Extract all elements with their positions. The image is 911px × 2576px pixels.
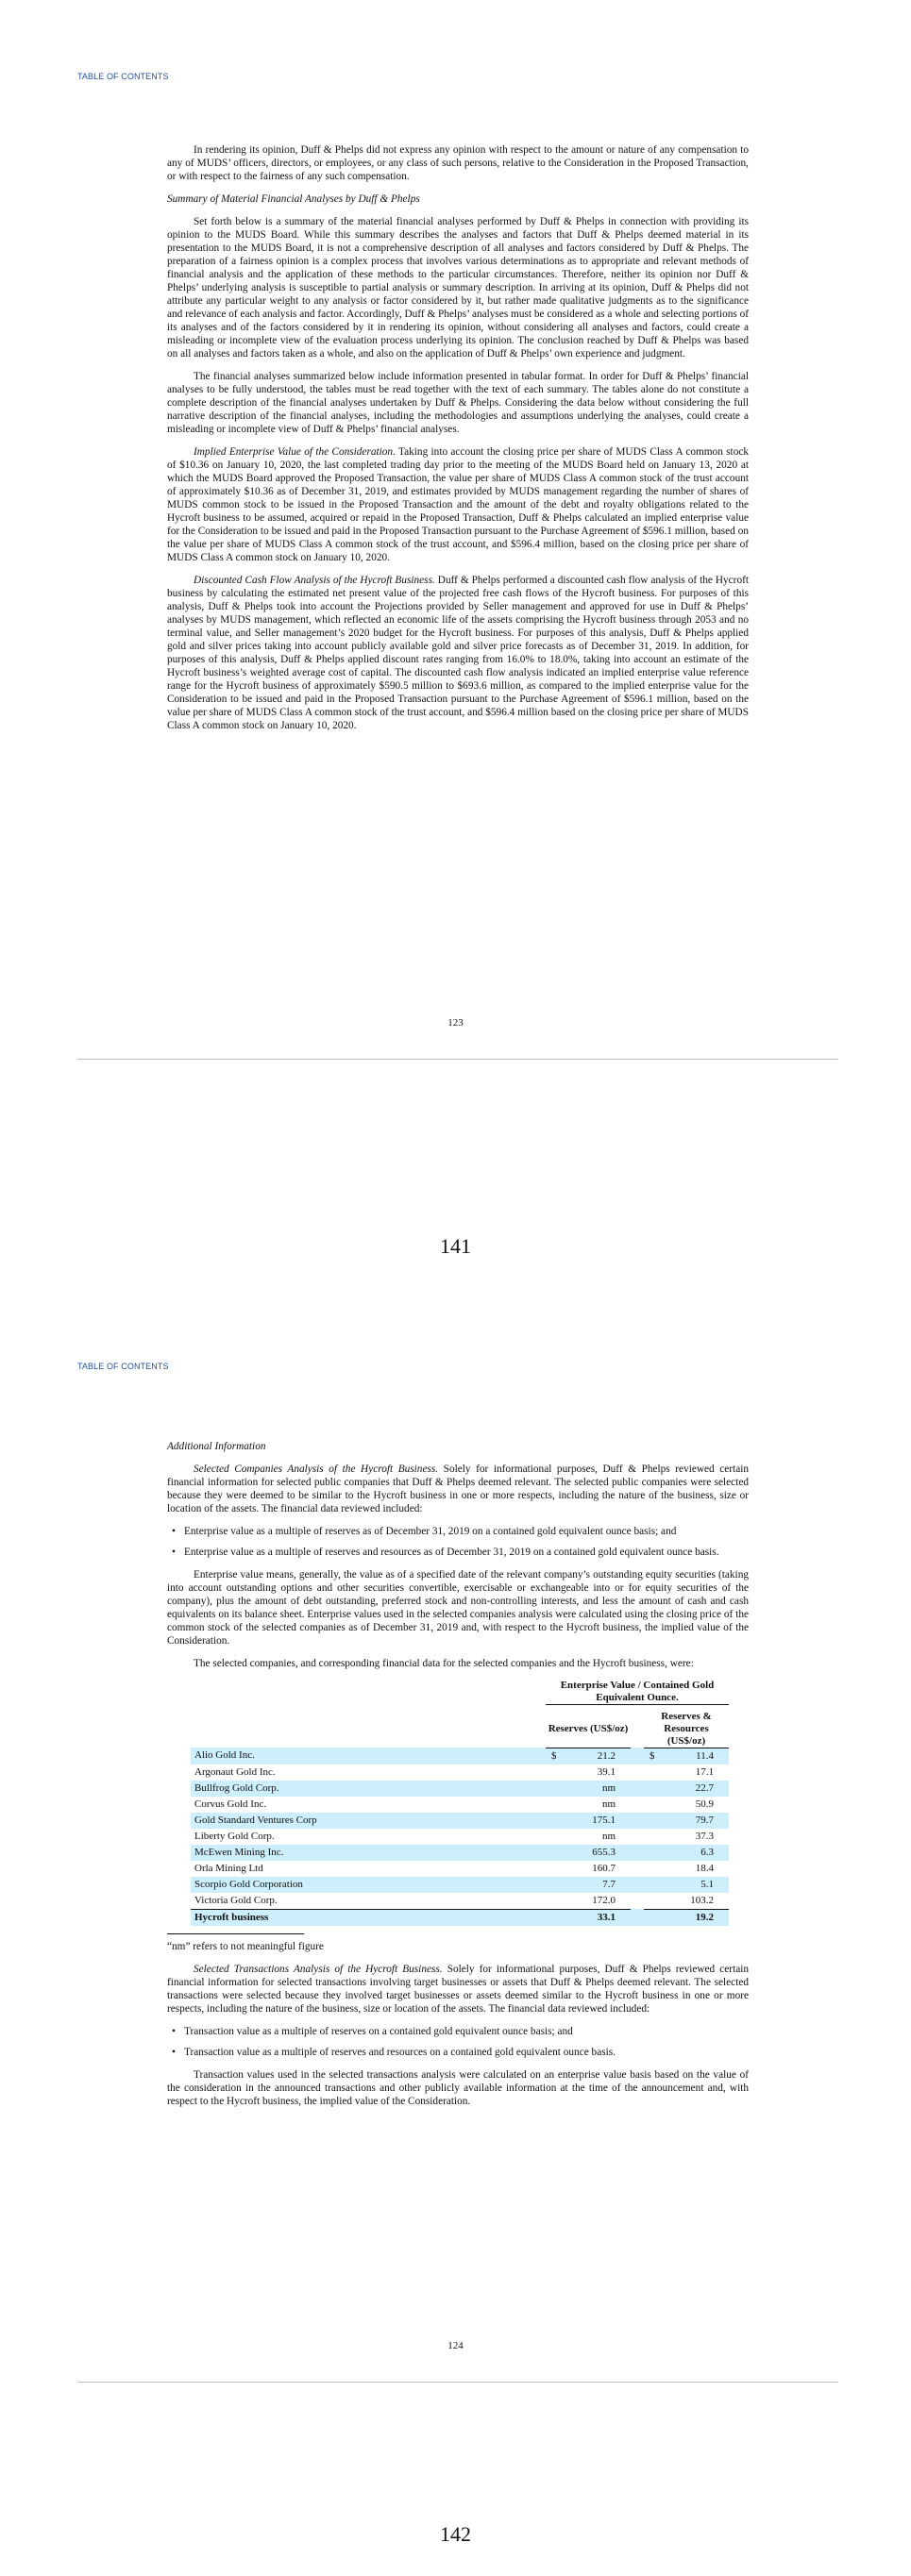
- reserves-value: 175.1: [546, 1813, 631, 1829]
- resources-value: 50.9: [695, 1798, 714, 1810]
- table-row: [191, 1877, 729, 1893]
- bullet-list-companies: [167, 1525, 749, 1559]
- page-number-124: 124: [447, 2340, 464, 2351]
- page-number-123: 123: [447, 1017, 464, 1029]
- section-heading-summary: Summary of Material Financial Analyses by Duff & Phelps: [167, 193, 420, 205]
- paragraph-selected-companies-intro: The selected companies, and corresponding financial data for the selected companies and the Hycroft business, were:: [194, 1658, 694, 1669]
- resources-value: 19.2: [644, 1909, 729, 1926]
- reserves-value: 655.3: [546, 1845, 631, 1861]
- selected-companies-body: Solely for informational purposes, Duff & Phelps reviewed certain financial information for selected public companies that Duff & Phelps deemed relevant. The selected public companies were selected because they were deemed to be similar to the Hycroft business in one or more respects, including the nature of the business, size or location of the assets. The financial data reviewed included:: [167, 1464, 749, 1514]
- page-123-body: [167, 143, 749, 742]
- dcf-body: Duff & Phelps performed a discounted cash flow analysis of the Hycroft business by calculating the estimated net present value of the projected free cash flows of the Hycroft business. For purposes of this analysis, Duff & Phelps took into account the Projections provided by Seller management and approved for use in Duff & Phelps’ analyses by MUDS management, which reflected an economic life of the assets comprising the Hycroft business through 2053 and no terminal value, and Seller management’s 2020 budget for the Hycroft business. For purposes of this analysis, Duff & Phelps applied gold and silver prices taking into account publicly available gold and silver price forecasts as of December 31, 2019. In addition, for purposes of this analysis, Duff & Phelps applied discount rates ranging from 16.0% to 18.0%, taking into account an estimate of the Hycroft business’s weighted average cost of capital. The discounted cash flow analysis indicated an implied enterprise value reference range for the Hycroft business of approximately $590.5 million to $693.6 million, as compared to the implied enterprise value for the Consideration to be issued and paid in the Proposed Transaction pursuant to the Purchase Agreement of $596.1 million, based on the value per share of MUDS Class A common stock of the trust account, and $596.4 million based on the closing price per share of MUDS Class A common stock on January 10, 2020.: [167, 575, 749, 731]
- column-header-reserves: Reserves (US$/oz): [546, 1711, 631, 1748]
- company-name: Corvus Gold Inc.: [194, 1798, 267, 1810]
- table-row: [191, 1861, 729, 1877]
- table-row: [191, 1845, 729, 1861]
- reserves-value: nm: [601, 1798, 616, 1810]
- table-of-contents-link[interactable]: TABLE OF CONTENTS: [77, 72, 169, 81]
- table-row: [191, 1813, 729, 1829]
- reserves-value: 160.7: [592, 1862, 616, 1874]
- implied-ev-lead: Implied Enterprise Value of the Consideration.: [194, 446, 396, 458]
- table-row: [191, 1797, 729, 1813]
- company-name: Bullfrog Gold Corp.: [191, 1781, 546, 1797]
- reserves-value: 33.1: [546, 1909, 631, 1926]
- column-header-reserves-resources: Reserves & Resources (US$/oz): [644, 1711, 729, 1748]
- company-name: Liberty Gold Corp.: [194, 1830, 275, 1842]
- selected-transactions-body: Solely for informational purposes, Duff & Phelps reviewed certain financial information for selected transactions involving target businesses or assets that Duff & Phelps deemed relevant. The selected transactions were selected because they involved target businesses or assets deemed similar to the Hycroft business in one or more respects, including the nature of the business, size or location of the assets. The financial data reviewed included:: [167, 1963, 750, 2015]
- resources-value: [644, 1748, 729, 1765]
- page-divider: [77, 1059, 838, 1060]
- reserves-value: [546, 1748, 631, 1765]
- selected-transactions-lead: Selected Transactions Analysis of the Hycroft Business.: [194, 1963, 443, 1975]
- resources-value: 22.7: [644, 1781, 729, 1797]
- company-name: Orla Mining Ltd: [194, 1862, 263, 1874]
- implied-ev-body: Taking into account the closing price per share of MUDS Class A common stock of $10.36 on January 10, 2020, the last completed trading day prior to the meeting of the MUDS Board held on January 13, 2020 at which the MUDS Board approved the Proposed Transaction, the value per share of MUDS Class A common stock of the trust account of approximately $10.36 as of December 31, 2019, and estimates provided by MUDS management regarding the number of shares of MUDS common stock to be issued in the Proposed Transaction and the amount of the debt and royalty obligations related to the Hycroft business to be assumed, acquired or repaid in the Proposed Transaction, Duff & Phelps calculated an implied enterprise value for the Consideration to be issued and paid in the Proposed Transaction pursuant to the Purchase Agreement of $596.1 million, based on the value per share of MUDS Class A common stock of the trust account, and $596.4 million, based on the closing price per share of MUDS Class A common stock on January 10, 2020.: [167, 446, 750, 563]
- pdf-page-number-142: 142: [440, 2522, 471, 2546]
- reserves-value: nm: [546, 1781, 631, 1797]
- table-row: [191, 1829, 729, 1845]
- footnote-divider: [167, 1933, 304, 1934]
- paragraph-tabular-format: The financial analyses summarized below include information presented in tabular format. In order for Duff & Phelps’ financial analyses to be fully understood, the tables must be read together with the text of each summary. The tables alone do not constitute a complete description of the financial analyses undertaken by Duff & Phelps. Considering the data below without considering the full narrative description of the financial analyses, including the methodologies and assumptions underlying the analyses, could create a misleading or incomplete view of Duff & Phelps’ financial analyses.: [167, 371, 749, 435]
- currency-symbol: $: [650, 1749, 655, 1762]
- resources-value: 18.4: [695, 1862, 714, 1874]
- company-name: Alio Gold Inc.: [191, 1748, 546, 1765]
- reserves-value: 7.7: [546, 1877, 631, 1893]
- resources-value: 103.2: [690, 1894, 714, 1906]
- table-group-header: Enterprise Value / Contained Gold Equivalent Ounce.: [546, 1680, 729, 1705]
- resources-value: 6.3: [644, 1845, 729, 1861]
- list-item: • Enterprise value as a multiple of reserves and resources as of December 31, 2019 on a contained gold equivalent ounce basis.: [167, 1546, 749, 1559]
- company-name: Hycroft business: [191, 1909, 546, 1926]
- reserves-value: 39.1: [597, 1765, 616, 1778]
- value-text: 21.2: [597, 1749, 616, 1762]
- paragraph-transaction-values: Transaction values used in the selected transactions analysis were calculated on an enterprise value basis based on the value of the consideration in the announced transactions and other publicly available information at the time of the announcement and, with respect to the Hycroft business, the implied value of the Consideration.: [167, 2068, 749, 2107]
- resources-value: 17.1: [695, 1765, 714, 1778]
- value-text: 11.4: [696, 1749, 714, 1762]
- list-item: • Transaction value as a multiple of reserves on a contained gold equivalent ounce basis; and: [167, 2025, 749, 2038]
- selected-companies-lead: Selected Companies Analysis of the Hycroft Business.: [194, 1464, 439, 1475]
- table-of-contents-link-2[interactable]: TABLE OF CONTENTS: [77, 1362, 169, 1371]
- bullet-list-transactions: [167, 2025, 749, 2059]
- dcf-lead: Discounted Cash Flow Analysis of the Hycroft Business.: [194, 575, 435, 586]
- list-item: • Transaction value as a multiple of reserves and resources on a contained gold equivalent ounce basis.: [167, 2046, 749, 2059]
- company-name: Gold Standard Ventures Corp: [191, 1813, 546, 1829]
- footnote: “nm” refers to not meaningful figure: [167, 1940, 324, 1952]
- table-row: [191, 1765, 729, 1781]
- reserves-value: 172.0: [592, 1894, 616, 1906]
- page-124-body: [167, 1440, 749, 2117]
- company-name: Scorpio Gold Corporation: [191, 1877, 546, 1893]
- company-name: Argonaut Gold Inc.: [194, 1765, 276, 1778]
- table-total-row: [191, 1909, 729, 1926]
- paragraph-enterprise-value-definition: Enterprise value means, generally, the value as of a specified date of the relevant company’s outstanding equity securities (taking into account outstanding options and other securities convertible, exercisable or exchangeable into or for equity securities of the company), plus the amount of debt outstanding, preferred stock and non-controlling interests, and less the amount of cash and cash equivalents on its balance sheet. Enterprise values used in the selected companies analysis were calculated using the closing price of the common stock of the selected companies as of December 31, 2019 and, with respect to the Hycroft business, the implied value of the Consideration.: [167, 1569, 749, 1647]
- resources-value: 37.3: [695, 1830, 714, 1842]
- paragraph-compensation: In rendering its opinion, Duff & Phelps did not express any opinion with respect to the amount or nature of any compensation to any of MUDS’ officers, directors, or employees, or any class of such persons, relative to the Consideration in the Proposed Transaction, or with respect to the fairness of any such compensation.: [167, 144, 749, 182]
- list-item: • Enterprise value as a multiple of reserves as of December 31, 2019 on a contained gold equivalent ounce basis; and: [167, 1525, 749, 1538]
- paragraph-dcf: [167, 574, 749, 732]
- paragraph-selected-transactions: [167, 1963, 749, 2016]
- company-name: Victoria Gold Corp.: [194, 1894, 278, 1906]
- table-row: [191, 1893, 729, 1910]
- company-name: McEwen Mining Inc.: [191, 1845, 546, 1861]
- paragraph-summary-intro: Set forth below is a summary of the material financial analyses performed by Duff & Phelps in connection with providing its opinion to the MUDS Board. While this summary describes the analyses and factors that Duff & Phelps deemed material in its presentation to the MUDS Board, it is not a comprehensive description of all analyses and factors considered by Duff & Phelps. The preparation of a fairness opinion is a complex process that involves various determinations as to appropriate and relevant methods of financial analysis and the application of these methods to the particular circumstances. Therefore, neither its opinion nor Duff & Phelps’ underlying analysis is susceptible to partial analysis or summary description. In arriving at its opinion, Duff & Phelps did not attribute any particular weight to any analysis or factor considered by it, but rather made qualitative judgments as to the significance and relevance of each analysis and factor. Accordingly, Duff & Phelps’ analyses must be considered as a whole and selecting portions of its analyses and of the factors considered by it in rendering its opinion, without considering all analyses and factors, could create a misleading or incomplete view of the evaluation process underlying its opinion. The conclusion reached by Duff & Phelps was based on all analyses and factors taken as a whole, and also on the application of Duff & Phelps’ own experience and judgment.: [167, 216, 749, 360]
- resources-value: 5.1: [644, 1877, 729, 1893]
- table-row: [191, 1781, 729, 1797]
- resources-value: 79.7: [644, 1813, 729, 1829]
- page-divider-2: [77, 2382, 838, 2383]
- table-row: [191, 1748, 729, 1765]
- paragraph-implied-ev: [167, 445, 749, 564]
- selected-companies-table: [191, 1680, 729, 1926]
- reserves-value: nm: [601, 1830, 616, 1842]
- section-heading-additional-info: Additional Information: [167, 1441, 266, 1452]
- paragraph-selected-companies: [167, 1463, 749, 1515]
- pdf-page-number-141: 141: [440, 1234, 471, 1258]
- currency-symbol: $: [551, 1749, 557, 1762]
